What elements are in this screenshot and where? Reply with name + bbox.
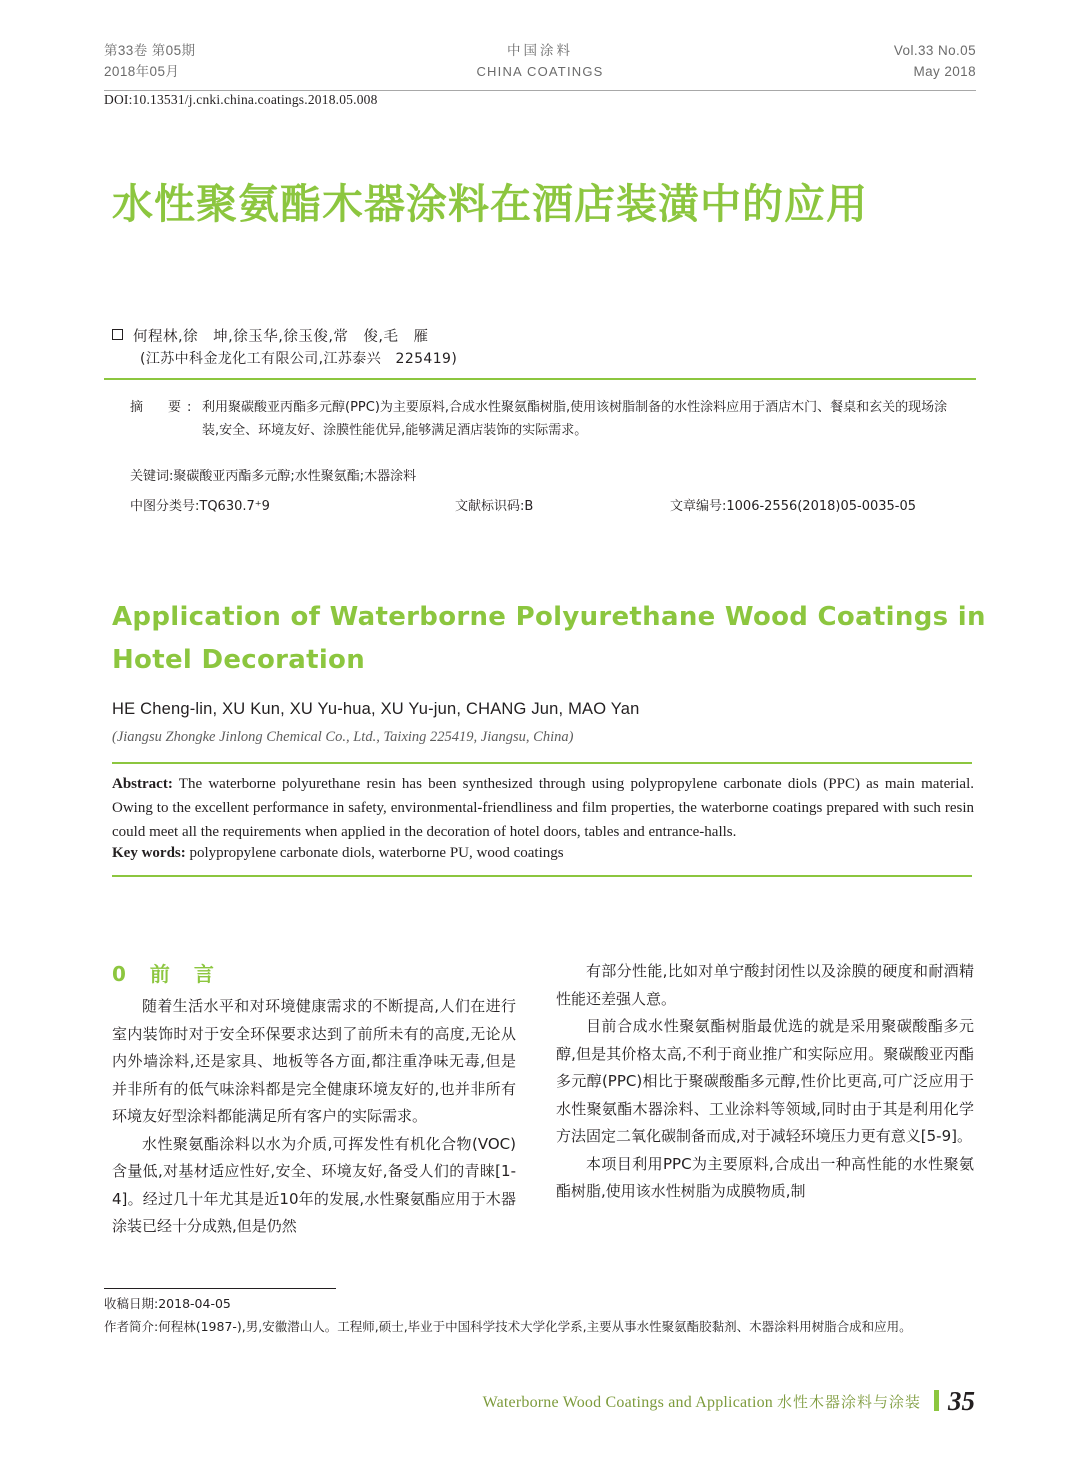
footer-bar-icon [934,1390,939,1411]
paragraph: 本项目利用PPC为主要原料,合成出一种高性能的水性聚氨酯树脂,使用该水性树脂为成膜物质,制 [556,1154,974,1200]
page-title-cn: 水性聚氨酯木器涂料在酒店装潢中的应用 [112,180,868,228]
authors-cn-names: 何程林,徐 坤,徐玉华,徐玉俊,常 俊,毛 雁 [133,329,429,345]
divider-green-2 [112,762,972,764]
keywords-en-text: polypropylene carbonate diols, waterborne PU, wood coatings [185,845,564,861]
article-id: 文章编号:1006-2556(2018)05-0035-05 [670,499,917,514]
affiliation-cn: (江苏中科金龙化工有限公司,江苏泰兴 225419) [140,351,458,367]
divider-green-1 [104,378,976,380]
page-number: 35 [948,1386,975,1416]
journal-title-cn: 中国涂料 [507,43,573,58]
abstract-en-label: Abstract: [112,776,173,792]
keywords-en-label: Key words: [112,845,186,861]
volume-issue: 第33卷 第05期 [104,43,196,58]
footnote-divider [104,1288,336,1289]
issue-date-cn: 2018年05月 [104,64,180,79]
received-date: 收稿日期:2018-04-05 [104,1296,231,1311]
section-heading: 0 前 言 [112,962,216,986]
footer-text-en: Waterborne Wood Coatings and Application [482,1394,773,1411]
authors-en: HE Cheng-lin, XU Kun, XU Yu-hua, XU Yu-jun, CHANG Jun, MAO Yan [112,700,640,718]
affiliation-en: (Jiangsu Zhongke Jinlong Chemical Co., Ltd., Taixing 225419, Jiangsu, China) [112,729,574,745]
page-title-en: Application of Waterborne Polyurethane Wood Coatings in Hotel Decoration [112,602,986,675]
footnotes [104,1292,984,1338]
journal-title-en: CHINA COATINGS [476,64,604,79]
running-head-center [104,40,976,82]
body-column-left [112,958,516,1241]
footer-text-cn: 水性木器涂料与涂装 [776,1393,921,1411]
running-head [104,40,976,88]
volume-issue-en: Vol.33 No.05 [893,43,976,58]
paragraph: 随着生活水平和对环境健康需求的不断提高,人们在进行室内装饰时对于安全环保要求达到了前所未有的高度,无论从内外墙涂料,还是家具、地板等各方面,都注重净味无毒,但是并非所有的低气味涂料都是完全健康环境友好的,也并非所有环境友好型涂料都能满足所有客户的实际需求。 [112,997,516,1125]
abstract-en-text: The waterborne polyurethane resin has been synthesized through using polypropylene carbonate diols (PPC) as main material. Owing to the excellent performance in safety, environmental-friendliness and film properties, the waterborne coatings prepared with such resin could meet all the requirements when applied in the decoration of hotel doors, tables and entrance-halls. [112,776,974,840]
header-divider [104,90,976,91]
abstract-cn-label: 摘 要: [130,400,198,415]
running-head-right [894,40,976,82]
document-code: 文献标识码:B [455,499,534,514]
body-column-right [556,958,974,1206]
paragraph [112,1131,516,1241]
authors-cn [112,325,972,346]
page-footer [483,1386,975,1417]
classification-row [130,495,960,515]
clc-number: 中图分类号:TQ630.7⁺9 [130,499,270,514]
abstract-cn-text: 利用聚碳酸亚丙酯多元醇(PPC)为主要原料,合成水性聚氨酯树脂,使用该树脂制备的水性涂料应用于酒店木门、餐桌和玄关的现场涂装,安全、环境友好、涂膜性能优异,能够满足酒店装饰的实际需求。 [202,400,948,438]
square-bullet-icon [112,329,123,340]
author-bio: 作者简介:何程林(1987-),男,安徽潜山人。工程师,硕士,毕业于中国科学技术大学化学系,主要从事水性聚氨酯胶黏剂、木器涂料用树脂合成和应用。 [104,1319,912,1334]
abstract-en [112,772,974,844]
paragraph: 有部分性能,比如对单宁酸封闭性以及涂膜的硬度和耐酒精性能还差强人意。 [556,962,974,1008]
issue-date-en: May 2018 [913,64,976,79]
paragraph-text: 水性聚氨酯涂料以水为介质,可挥发性有机化合物(VOC)含量低,对基材适应性好,安全、环境友好,备受人们的青睐[1-4]。经过几十年尤其是近10年的发展,水性聚氨酯应用于木器涂装已经十分成熟,但是仍然 [112,1134,516,1235]
doi-text: DOI:10.13531/j.cnki.china.coatings.2018.05.008 [104,92,378,107]
keywords-en [112,841,974,865]
abstract-cn [130,396,950,442]
keywords-cn: 关键词:聚碳酸亚丙酯多元醇;水性聚氨酯;木器涂料 [130,469,417,484]
paragraph: 目前合成水性聚氨酯树脂最优选的就是采用聚碳酸酯多元醇,但是其价格太高,不利于商业推广和实际应用。聚碳酸亚丙酯多元醇(PPC)相比于聚碳酸酯多元醇,性价比更高,可广泛应用于水性聚氨酯木器涂料、工业涂料等领域,同时由于其是利用化学方法固定二氧化碳制备而成,对于减轻环境压力更有意义[5-9]。 [556,1017,974,1145]
divider-green-3 [112,875,972,877]
